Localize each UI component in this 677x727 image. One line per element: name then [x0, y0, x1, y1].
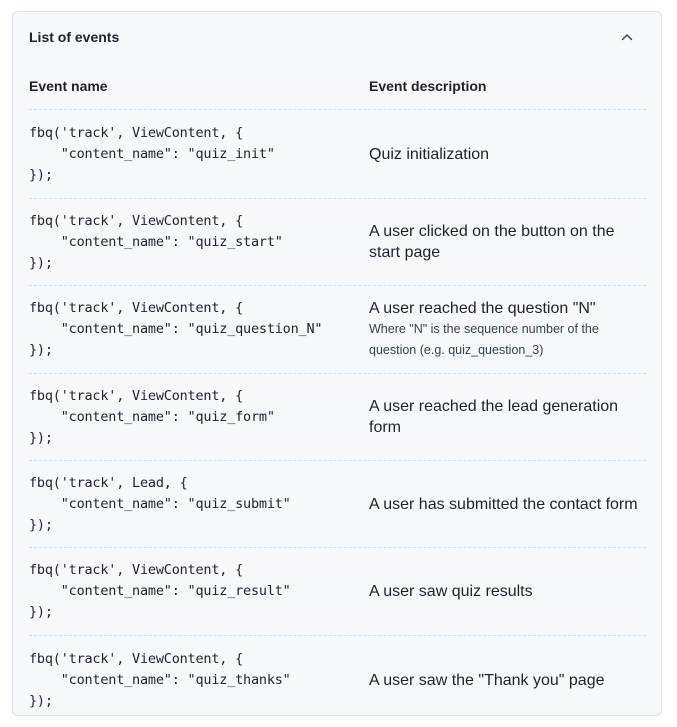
event-description: A user reached the question "N": [369, 300, 596, 317]
table-row: [29, 374, 646, 461]
event-code: fbq('track', ViewContent, { "content_name": "quiz_init" });: [29, 124, 275, 183]
event-code: fbq('track', ViewContent, { "content_name": "quiz_form" });: [29, 387, 275, 446]
table-row: [29, 286, 646, 374]
event-description: A user clicked on the button on the start page: [369, 223, 615, 261]
events-table: [29, 62, 646, 724]
chevron-up-icon[interactable]: [617, 27, 637, 47]
header-event-name: Event name: [29, 77, 108, 94]
table-row: [29, 199, 646, 286]
event-note: Where "N" is the sequence number of the question (e.g. quiz_question_3): [369, 322, 599, 357]
panel-title: List of events: [29, 29, 120, 45]
header-event-description: Event description: [369, 77, 487, 94]
table-row: [29, 548, 646, 636]
event-code: fbq('track', Lead, { "content_name": "quiz_submit" });: [29, 474, 291, 533]
table-row: [29, 110, 646, 199]
event-description: Quiz initialization: [369, 145, 490, 163]
event-description: A user has submitted the contact form: [369, 495, 638, 513]
event-code: fbq('track', ViewContent, { "content_name": "quiz_thanks" });: [29, 650, 291, 709]
table-row: [29, 461, 646, 548]
event-code: fbq('track', ViewContent, { "content_name": "quiz_question_N" });: [29, 300, 323, 358]
event-code: fbq('track', ViewContent, { "content_name": "quiz_start" });: [29, 212, 283, 271]
events-panel: [12, 11, 662, 716]
event-description: A user saw the "Thank you" page: [369, 671, 605, 689]
panel-header[interactable]: [13, 12, 661, 62]
event-description: A user saw quiz results: [369, 583, 533, 600]
event-code: fbq('track', ViewContent, { "content_name": "quiz_result" });: [29, 562, 291, 620]
table-row: [29, 636, 646, 724]
table-header: [29, 62, 646, 110]
event-description: A user reached the lead generation form: [369, 398, 619, 436]
